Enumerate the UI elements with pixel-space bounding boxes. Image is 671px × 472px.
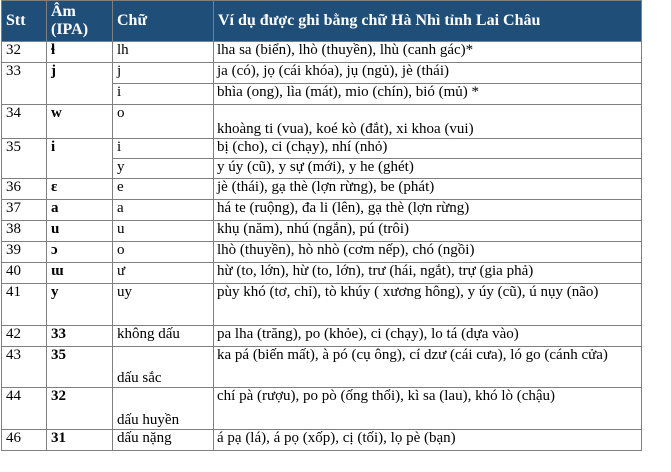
header-stt: Stt [2,1,47,42]
example-cell: á pạ (lá), á pọ (xốp), cị (tối), lọ pè (bạn) [214,430,642,451]
letter-cell: i [113,139,214,159]
letter-cell: u [113,221,214,242]
stt-cell: 39 [2,242,47,263]
example-cell: jè (thái), gạ thè (lợn rừng), be (phát) [214,179,642,200]
example-cell: pùy khó (tơ, chỉ), tò khúy ( xương hông), y úy (cũ), ú nụy (não) [214,284,642,326]
example-cell: chí pà (rượu), po pò (ống thổi), kì sa (lau), khó lò (chậu) [214,388,642,430]
letter-cell: y [113,159,214,179]
stt-cell: 46 [2,430,47,451]
example-cell: pa lha (trăng), po (khỏe), ci (chạy), lo tá (dựa vào) [214,326,642,347]
letter-cell: ư [113,263,214,284]
table-row [2,388,642,430]
table-row [2,242,642,263]
example-cell: khoàng ti (vua), koé kò (đắt), xi khoa (vui) [214,105,642,139]
ipa-cell: ɬ [47,42,113,63]
table-row [2,347,642,388]
table-row [2,200,642,221]
ipa-cell: y [47,284,113,326]
example-cell: lhò (thuyền), hò nhò (cơm nếp), chó (ngồi) [214,242,642,263]
ipa-cell: 32 [47,388,113,430]
letter-cell: dấu huyền [113,388,214,430]
stt-cell: 35 [2,139,47,179]
table-row [2,326,642,347]
letter-cell: dấu sắc [113,347,214,388]
letter-cell: o [113,242,214,263]
stt-cell: 36 [2,179,47,200]
example-cell: ja (có), jọ (cái khóa), jụ (ngủ), jè (thái) [214,63,642,84]
header-ipa: Âm (IPA) [47,1,113,42]
stt-cell: 44 [2,388,47,430]
table-row [2,179,642,200]
letter-cell: dấu nặng [113,430,214,451]
ipa-cell: 33 [47,326,113,347]
table-row [2,63,642,84]
ipa-cell: a [47,200,113,221]
alphabet-table [1,0,642,451]
stt-cell: 43 [2,347,47,388]
header-examples: Ví dụ được ghi bằng chữ Hà Nhì tỉnh Lai Châu [214,1,642,42]
ipa-cell: w [47,105,113,139]
ipa-cell: u [47,221,113,242]
ipa-cell: ɯ [47,263,113,284]
stt-cell: 40 [2,263,47,284]
example-cell: bị (cho), ci (chạy), nhí (nhỏ) [214,139,642,159]
ipa-cell: i [47,139,113,179]
letter-cell: e [113,179,214,200]
example-cell: lha sa (biển), lhò (thuyền), lhù (canh gác)* [214,42,642,63]
table-row [2,284,642,326]
example-cell: bhìa (ong), lìa (mát), mio (chín), bió (mủ) * [214,84,642,105]
stt-cell: 37 [2,200,47,221]
table-row [2,105,642,139]
table-row [2,430,642,451]
table-row [2,263,642,284]
example-cell: khụ (năm), nhú (ngắn), pú (trôi) [214,221,642,242]
table-row [2,221,642,242]
example-cell: há te (ruộng), đa li (lên), gạ thè (lợn rừng) [214,200,642,221]
table-row [2,139,642,159]
table-header-row [2,1,642,42]
ipa-cell: 31 [47,430,113,451]
letter-cell: i [113,84,214,105]
header-letter: Chữ [113,1,214,42]
ipa-cell: 35 [47,347,113,388]
letter-cell: o [113,105,214,139]
ipa-cell: ɔ [47,242,113,263]
example-cell: hừ (to, lớn), hừ (to, lớn), trư (hái, ngắt), trự (gia phả) [214,263,642,284]
letter-cell: không dấu [113,326,214,347]
letter-cell: j [113,63,214,84]
letter-cell: a [113,200,214,221]
table-row [2,42,642,63]
stt-cell: 41 [2,284,47,326]
example-cell: y úy (cũ), y sự (mới), y he (ghét) [214,159,642,179]
letter-cell: uy [113,284,214,326]
stt-cell: 42 [2,326,47,347]
example-cell: ka pá (biến mất), à pó (cụ ông), cí dzư (cái cưa), ló go (cánh cửa) [214,347,642,388]
letter-cell: lh [113,42,214,63]
ipa-cell: j [47,63,113,105]
stt-cell: 38 [2,221,47,242]
stt-cell: 33 [2,63,47,105]
stt-cell: 34 [2,105,47,139]
stt-cell: 32 [2,42,47,63]
ipa-cell: ɛ [47,179,113,200]
